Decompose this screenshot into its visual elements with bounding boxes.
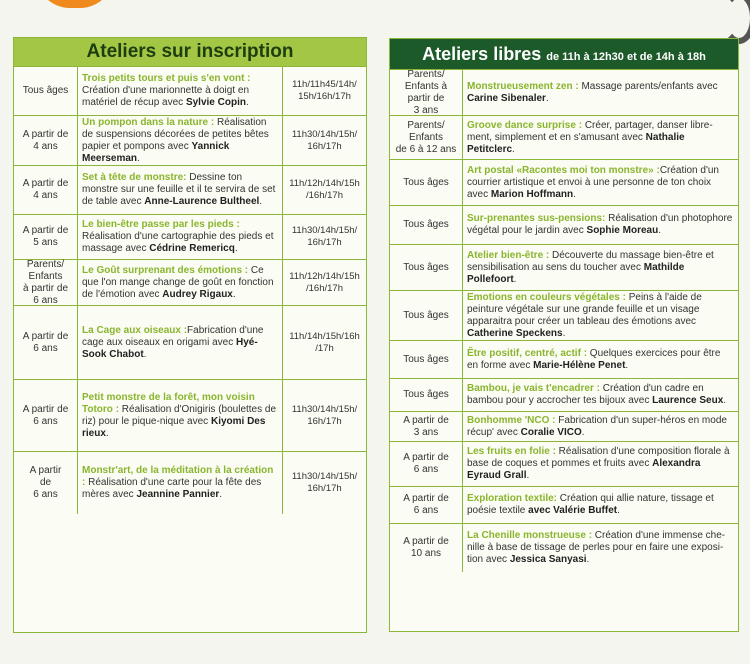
times-cell: 11h30/14h/15h/ 16h/17h <box>291 471 358 494</box>
animator-name: Laurence Seux <box>652 395 724 406</box>
description-text <box>82 73 278 109</box>
animator-name: avec Valérie Buffet <box>528 505 618 516</box>
workshop-row <box>390 524 738 572</box>
workshop-title: Groove dance surprise : <box>467 119 583 131</box>
age-cell: Tous âges <box>390 291 463 340</box>
workshop-row <box>14 116 366 166</box>
sentence-end: . <box>586 554 590 565</box>
age-cell: A partir de 5 ans <box>14 215 78 259</box>
description-text <box>82 465 278 501</box>
times-cell: 11h30/14h/15h/ 16h/17h <box>291 128 358 152</box>
workshop-text: Peins à l'aide de peinture végétale sur une grande feuille et un visage apparaitra pour créer un tableau des émotions avec <box>467 291 702 327</box>
sentence-end: . <box>562 327 566 339</box>
workshop-title: Monstr'art, de la méditation à la création : <box>82 465 274 488</box>
age-cell: A partir de 6 ans <box>390 442 463 486</box>
description-text <box>82 219 278 255</box>
description-text <box>82 325 278 361</box>
description-cell <box>78 260 283 305</box>
description-cell <box>78 452 283 514</box>
sentence-end: . <box>526 470 530 481</box>
description-text <box>467 81 734 105</box>
description-text <box>467 120 734 156</box>
free-title-bar <box>390 39 738 70</box>
description-cell <box>463 442 738 486</box>
description-cell <box>463 70 738 115</box>
sentence-end: . <box>143 348 147 360</box>
sentence-end: . <box>259 196 263 207</box>
description-cell <box>463 245 738 290</box>
workshop-text: Réalisation d'Onigiris (boulettes de riz) pour le pique-nique avec <box>82 403 277 427</box>
description-text <box>467 493 734 517</box>
workshop-row <box>390 341 738 379</box>
workshop-title: La Chenille monstrueuse : <box>467 530 593 541</box>
sentence-end: . <box>105 427 109 439</box>
description-cell <box>463 379 738 411</box>
animator-name: Alexandra Eyraud Grall <box>467 458 701 481</box>
description-text <box>467 415 734 439</box>
workshop-row <box>390 245 738 291</box>
description-text <box>82 265 278 301</box>
sentence-end: . <box>137 152 140 164</box>
times-cell: 11h/14h/15h/16h /17h <box>289 330 360 354</box>
workshop-row <box>390 206 738 245</box>
description-cell <box>78 116 283 165</box>
animator-name: Sophie Moreau <box>586 225 659 236</box>
sentence-end: . <box>625 359 629 371</box>
times-cell: 11h/11h45/14h/ 15h/16h/17h <box>292 79 357 102</box>
workshop-text: Fabrication d'une cage aux oiseaux en origami avec <box>82 324 264 348</box>
workshop-title: Un pompon dans la nature : <box>82 116 215 128</box>
description-cell <box>78 67 283 115</box>
workshop-text: Quelques exercices pour être en forme avec <box>467 347 721 371</box>
workshop-text: Créer, partager, danser libre-ment, simplement et en s'amusant avec <box>467 119 713 143</box>
workshop-title: Bonhomme 'NCO : <box>467 414 556 426</box>
description-cell <box>463 341 738 378</box>
workshop-row <box>390 116 738 160</box>
age-cell: A partir de 4 ans <box>14 166 78 214</box>
workshop-title: Être positif, centré, actif : <box>467 347 588 359</box>
workshop-row <box>390 160 738 206</box>
age-cell: Tous âges <box>390 206 463 244</box>
sentence-end: . <box>581 426 585 438</box>
workshop-title: Bambou, je vais t'encadrer : <box>467 383 600 394</box>
workshop-text: Création d'une immense che-nille à base de tissage de perles pour en faire une exposi-tion avec <box>467 530 726 565</box>
workshops-free-panel <box>389 38 739 632</box>
animator-name: Carine Sibenaler <box>467 92 546 104</box>
workshop-text: Réalisation d'une carte pour la fête des mères avec <box>82 477 262 500</box>
age-cell: Tous âges <box>390 379 463 411</box>
sentence-end: . <box>658 225 661 236</box>
description-text <box>82 117 278 165</box>
description-text <box>467 530 734 566</box>
age-cell: Tous âges <box>390 341 463 378</box>
age-cell: A partir de 3 ans <box>390 412 463 441</box>
workshop-text: Création qui allie nature, tissage et poésie textile <box>467 493 714 516</box>
workshop-row <box>390 412 738 442</box>
workshop-text: Dessine ton monstre sur une feuille et il te servira de set de table avec <box>82 172 276 207</box>
workshop-title: Art postal «Racontes moi ton monstre» : <box>467 164 660 176</box>
sentence-end: . <box>512 143 515 155</box>
workshop-row <box>14 166 366 215</box>
times-cell: 11h30/14h/15h/ 16h/17h <box>291 403 358 427</box>
workshop-row <box>390 291 738 341</box>
workshop-title: Petit monstre de la forêt, mon voisin Totoro : <box>82 391 255 415</box>
workshop-row <box>14 452 366 514</box>
description-text <box>467 250 734 286</box>
workshop-text: Réalisation de suspensions décorées de petites bêtes papier et pompons avec <box>82 116 269 152</box>
description-text <box>467 446 734 482</box>
description-cell <box>463 487 738 523</box>
description-text <box>467 213 734 237</box>
age-cell: A partir de 6 ans <box>14 452 78 514</box>
animator-name: Nathalie Petitclerc <box>467 131 685 155</box>
workshop-text: Création d'un courrier artistique et envoi à une personne de ton choix avec <box>467 164 719 200</box>
animator-name: Jessica Sanyasi <box>509 554 587 565</box>
description-text <box>82 172 278 208</box>
workshop-row <box>14 215 366 260</box>
workshop-row <box>390 487 738 524</box>
times-cell: 11h30/14h/15h/ 16h/17h <box>291 225 358 248</box>
sentence-end: . <box>245 97 249 108</box>
times-cell: 11h/12h/14h/15h /16h/17h <box>289 178 360 201</box>
workshop-text: Massage parents/enfants avec <box>578 80 718 92</box>
description-cell <box>463 116 738 159</box>
workshops-registration-panel <box>13 37 367 633</box>
description-cell <box>463 291 738 340</box>
sentence-end: . <box>232 288 236 300</box>
workshop-row <box>390 379 738 412</box>
animator-name: Yannick Meerseman <box>82 140 230 164</box>
description-cell <box>78 380 283 451</box>
animator-name: Hyé-Sook Chabot <box>82 336 258 360</box>
animator-name: Coralie VICO <box>520 426 582 438</box>
animator-name: Sylvie Copin <box>185 97 246 108</box>
description-cell <box>78 166 283 214</box>
sentence-end: . <box>617 505 620 516</box>
workshop-title: Atelier bien-être : <box>467 249 550 261</box>
workshop-text: Création d'une marionnette à doigt en matériel de récup avec <box>82 85 250 108</box>
workshop-text: Fabrication d'un super-héros en mode récup' avec <box>467 414 727 438</box>
description-cell <box>463 524 738 572</box>
workshop-row <box>390 442 738 487</box>
workshop-text: Réalisation d'un photophore végétal pour le jardin avec <box>467 213 733 236</box>
description-text <box>467 292 734 340</box>
registration-table <box>14 67 366 514</box>
description-text <box>82 392 278 440</box>
sentence-end: . <box>723 395 727 406</box>
workshop-row <box>14 380 366 452</box>
age-cell: A partir de 6 ans <box>14 380 78 451</box>
age-cell: Tous âges <box>390 160 463 205</box>
age-cell: Parents/ Enfants à partir de 3 ans <box>390 70 463 115</box>
sentence-end: . <box>513 273 517 285</box>
animator-name: Mathilde Pollefoort <box>467 261 685 285</box>
description-text <box>467 348 734 372</box>
workshop-text: Réalisation d'une composition florale à base de coques et pommes et fruits avec <box>467 446 730 469</box>
workshop-title: Monstrueusement zen : <box>467 80 579 92</box>
workshop-text: Réalisation d'une cartographie des pieds et massage avec <box>82 231 274 254</box>
workshop-row <box>390 70 738 116</box>
workshop-title: Sur-prenantes sus-pensions: <box>467 213 606 224</box>
animator-name: Cédrine Remericq <box>149 243 235 254</box>
workshop-title: Les fruits en folie : <box>467 446 556 457</box>
description-text <box>467 383 734 407</box>
animator-name: Anne-Laurence Bultheel <box>144 196 260 207</box>
description-cell <box>78 306 283 379</box>
sentence-end: . <box>573 188 576 200</box>
workshop-title: Le bien-être passe par les pieds : <box>82 219 240 230</box>
workshop-text: Création d'un cadre en bambou pour y accrocher tes bijoux avec <box>467 383 704 406</box>
workshop-row <box>14 260 366 306</box>
workshop-row <box>14 67 366 116</box>
workshop-row <box>14 306 366 380</box>
age-cell: Tous âges <box>14 67 78 115</box>
animator-name: Jeannine Pannier <box>136 489 220 500</box>
age-cell: Parents/ Enfants de 6 à 12 ans <box>390 116 463 159</box>
animator-name: Marie-Hélène Penet <box>533 359 626 371</box>
description-text <box>467 165 734 201</box>
description-cell <box>463 160 738 205</box>
free-title: Ateliers libres <box>422 44 542 64</box>
animator-name: Catherine Speckens <box>467 327 563 339</box>
description-cell <box>463 412 738 441</box>
workshop-text: Ce que l'on mange change de goût en fonction de l'émotion avec <box>82 264 274 300</box>
age-cell: A partir de 6 ans <box>14 306 78 379</box>
registration-title: Ateliers sur inscription <box>14 38 366 67</box>
workshop-text: Découverte du massage bien-être et sensibilisation au sens du toucher avec <box>467 249 714 273</box>
workshop-title: Emotions en couleurs végétales : <box>467 291 626 303</box>
age-cell: A partir de 4 ans <box>14 116 78 165</box>
times-cell: 11h/12h/14h/15h /16h/17h <box>289 270 360 294</box>
sentence-end: . <box>545 92 549 104</box>
animator-name: Marion Hoffmann <box>490 188 574 200</box>
age-cell: Tous âges <box>390 245 463 290</box>
sentence-end: . <box>234 243 238 254</box>
age-cell: A partir de 10 ans <box>390 524 463 572</box>
description-cell <box>78 215 283 259</box>
sentence-end: . <box>219 489 223 500</box>
workshop-title: Le Goût surprenant des émotions : <box>82 264 249 276</box>
free-table <box>390 70 738 572</box>
age-cell: Parents/ Enfants à partir de 6 ans <box>14 260 78 305</box>
workshop-title: Exploration textile: <box>467 493 558 504</box>
animator-name: Kiyomi Des rieux <box>82 415 266 439</box>
orange-decoration <box>36 0 114 8</box>
workshop-title: La Cage aux oiseaux : <box>82 324 188 336</box>
age-cell: A partir de 6 ans <box>390 487 463 523</box>
free-subtitle: de 11h à 12h30 et de 14h à 18h <box>546 51 706 63</box>
workshop-title: Trois petits tours et puis s'en vont : <box>82 73 251 84</box>
workshop-title: Set à tête de monstre: <box>82 172 187 183</box>
description-cell <box>463 206 738 244</box>
animator-name: Audrey Rigaux <box>162 288 233 300</box>
